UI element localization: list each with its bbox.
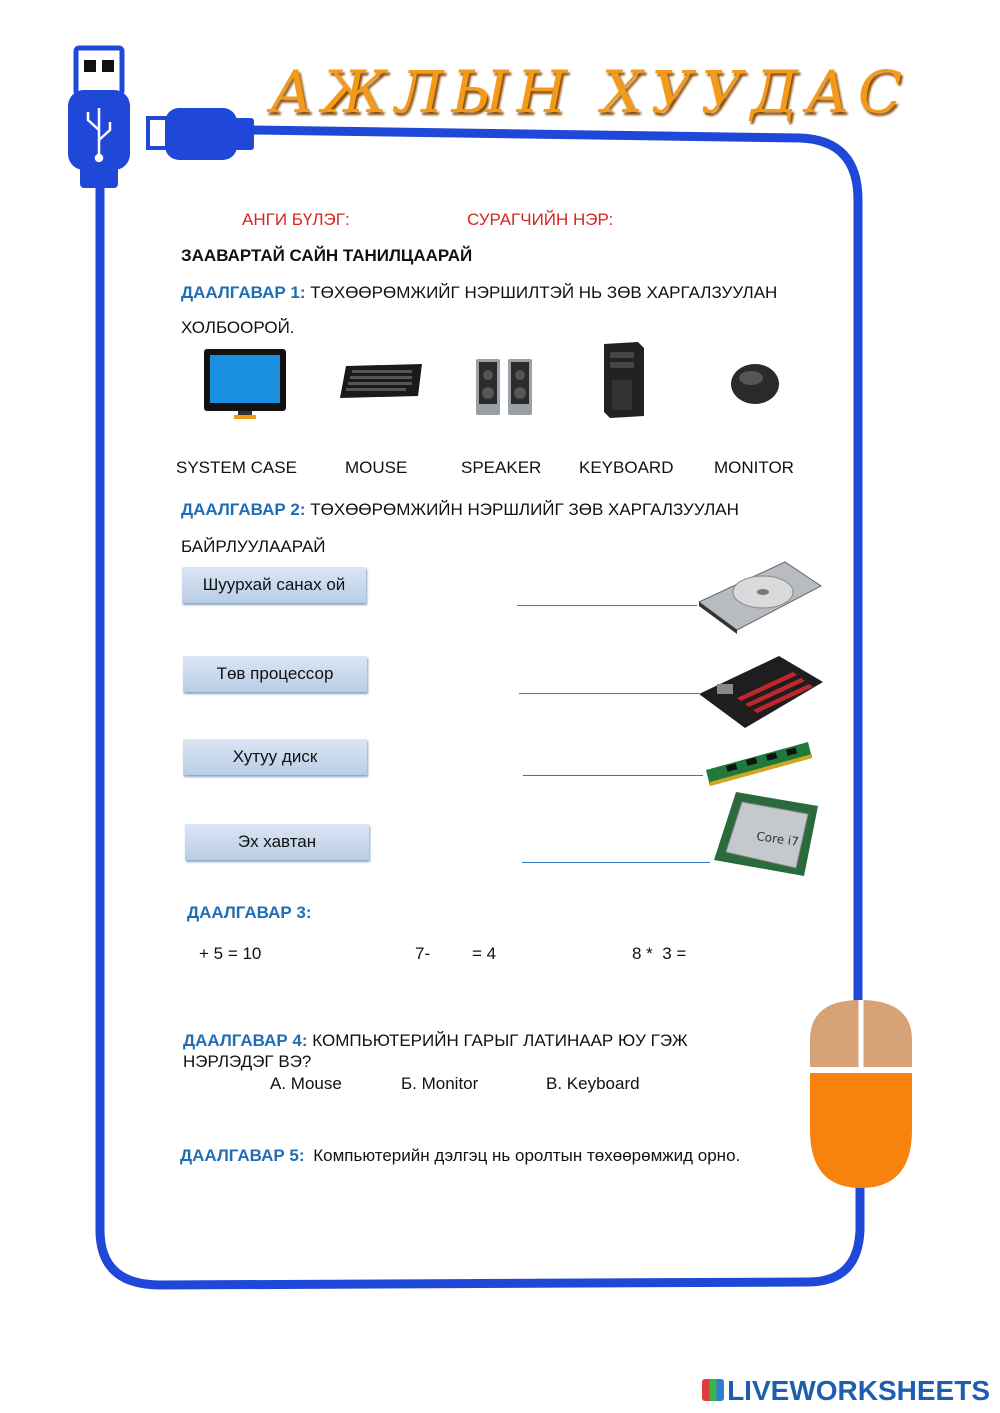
task2-text2: БАЙРЛУУЛААРАЙ xyxy=(181,537,326,556)
page-title: АЖЛЫН ХУУДАС xyxy=(270,58,911,126)
student-name-label: СУРАГЧИЙН НЭР: xyxy=(467,210,614,229)
option-a[interactable]: A. Mouse xyxy=(270,1074,342,1093)
task2-head: ДААЛГАВАР 2: xyxy=(181,500,306,519)
match-item[interactable]: Хутуу диск xyxy=(183,739,367,775)
equation-1: + 5 = 10 xyxy=(199,944,262,963)
task3-head: ДААЛГАВАР 3: xyxy=(187,903,312,922)
device-label: SPEAKER xyxy=(461,458,542,477)
liveworksheets-logo[interactable]: LIVEWORKSHEETS xyxy=(702,1375,990,1407)
task1-line xyxy=(181,283,777,303)
task1-text2: ХОЛБООРОЙ. xyxy=(181,318,295,337)
keyboard-image xyxy=(338,360,424,402)
task1-text: ТӨХӨӨРӨМЖИЙГ НЭРШИЛТЭЙ НЬ ЗӨВ ХАРГАЛЗУУЛАН xyxy=(310,283,778,302)
match-item[interactable]: Төв процессор xyxy=(183,656,367,692)
device-label: MONITOR xyxy=(714,458,794,477)
motherboard-image xyxy=(697,654,825,732)
speaker-image xyxy=(474,355,536,417)
task4-text2: НЭРЛЭДЭГ ВЭ? xyxy=(183,1052,312,1071)
match-item[interactable]: Шуурхай санах ой xyxy=(182,567,366,603)
usb-plug-metal xyxy=(76,48,122,94)
answer-drop-line[interactable] xyxy=(519,693,699,694)
task5-line xyxy=(180,1146,740,1166)
task5-text: Компьютерийн дэлгэц нь оролтын төхөөрөмжид орно. xyxy=(313,1146,741,1165)
answer-drop-line[interactable] xyxy=(523,775,703,776)
device-label: MOUSE xyxy=(345,458,408,477)
device-label: KEYBOARD xyxy=(579,458,674,477)
task2-line xyxy=(181,500,739,520)
instruction: ЗААВАРТАЙ САЙН ТАНИЛЦААРАЙ xyxy=(181,246,473,265)
svg-text:Core i7: Core i7 xyxy=(755,829,800,849)
task4-text: КОМПЬЮТЕРИЙН ГАРЫГ ЛАТИНААР ЮУ ГЭЖ xyxy=(312,1031,688,1050)
equation-2-left: 7- xyxy=(415,944,431,963)
answer-drop-line[interactable] xyxy=(522,862,710,863)
task4-head: ДААЛГАВАР 4: xyxy=(183,1031,308,1050)
task1-head: ДААЛГАВАР 1: xyxy=(181,283,306,302)
option-b[interactable]: Б. Monitor xyxy=(401,1074,479,1093)
equation-2-right: = 4 xyxy=(472,944,497,963)
equation-3: 8 * 3 = xyxy=(632,944,687,963)
class-label: АНГИ БҮЛЭГ: xyxy=(242,210,350,229)
cpu-image xyxy=(710,788,822,880)
match-item[interactable]: Эх хавтан xyxy=(185,824,369,860)
task5-head: ДААЛГАВАР 5: xyxy=(180,1146,305,1165)
ram-image xyxy=(704,740,814,790)
monitor-image xyxy=(200,345,292,425)
hard-disk-image xyxy=(697,558,823,634)
answer-drop-line[interactable] xyxy=(517,605,697,606)
option-c[interactable]: B. Keyboard xyxy=(546,1074,640,1093)
system-case-image xyxy=(598,340,648,420)
logo-icon xyxy=(702,1379,724,1401)
task2-text: ТӨХӨӨРӨМЖИЙН НЭРШЛИЙГ ЗӨВ ХАРГАЛЗУУЛАН xyxy=(310,500,739,519)
usb-connector xyxy=(165,108,237,160)
computer-mouse-icon xyxy=(808,1000,914,1188)
mouse-image xyxy=(727,360,783,408)
task4-line xyxy=(183,1031,688,1051)
device-label: SYSTEM CASE xyxy=(176,458,297,477)
